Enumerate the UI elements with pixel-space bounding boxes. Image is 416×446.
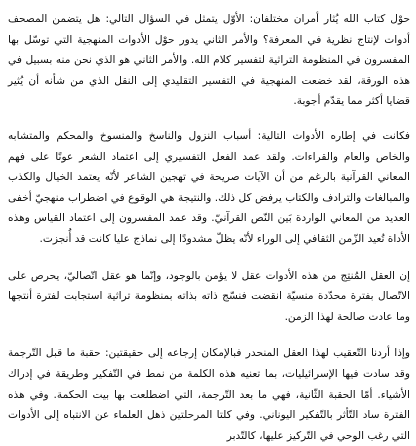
paragraph-1: حوْل كتاب الله يُثار أمران مختلفان: الأوّل يتمثل في السؤال التالي: هل يتضمن المصحف أدوات لإنتاج نظرية في المعرفة؟ والأمر الثاني يدور حوْل الأدوات المنهجية التي توسّل بها المفسرون في المنظومة التراثية لتفسير كلام الله. والأمر الثاني هو الذي نحن منه بسبيل في هذه الورقة، لقد خضعت المنهجية في التفسير التقليدي إلى النقل الذي من شأنه أن يُثير قضايا أكثر مما يقدّم أجوبة. <box>8 13 410 108</box>
paragraph-2: فكانت في إطاره الأدوات التالية: أسباب النزول والناسخ والمنسوخ والمحكم والمتشابه والخاص والعام والقراءات. ولقد عمد الفعل التفسيري إلى اعتماد الشعر عونًا على فهم المعاني القرآنية بالرغم من أن الآيات صريحة في تهجين الشاعر لأنّه يعتمد الخيال والكذب والمبالغات والترادف والكتاب يرفض كل ذلك. والنتيجة هي الوقوع في اضطراب منهجيّ أخفى العديد من المعاني الواردة بَين النّص القرآنيّ. وقد عمد المفسرون إلى اعتماد القياس وهذه الأداة تُعيد الزّمن الثقافي إلى الوراء لأنّه يظلّ مشدودًا إلى نماذج عليا كانت قد أُنجزت. <box>8 129 410 245</box>
document-page <box>8 0 410 446</box>
paragraph-4: وإذا أردنا التّعقيب لهذا العقل المنحدر فبالإمكان إرجاعه إلى حقيقتين: حقبة ما قبل التّرجمة وقد سادت فيها الإسرائيليات، بما تعنيه هذه الكلمة من نمط في التّفكير وطريقة في إدراك الأشياء. أمّا الحقبة الثّانية، فهي ما بعد التّرجمة، التي اضطلعت بها بيت الحكمة. وفي هذه الفترة ساد التّأثر بالتّفكير اليوناني. وفي كلتا المرحلتين ذهل العلماء عن الانتباه إلى الأدوات التي رغب الوحي في التّركيز عليها، كالتّدبر <box>8 347 410 442</box>
paragraph-3: إن العقل المُنتِج من هذه الأدوات عقل لا يؤمن بالوجود، وإنّما هو عقل اتّصاليّ، يحرص على الاتّصال بفترة محدّدة منسيّة انقضت فنسّج ذاته بذاته بمنظومة تراثية استجابت لفترة أنتجها وما عادت صالحة لهذا الزمن. <box>8 269 410 323</box>
